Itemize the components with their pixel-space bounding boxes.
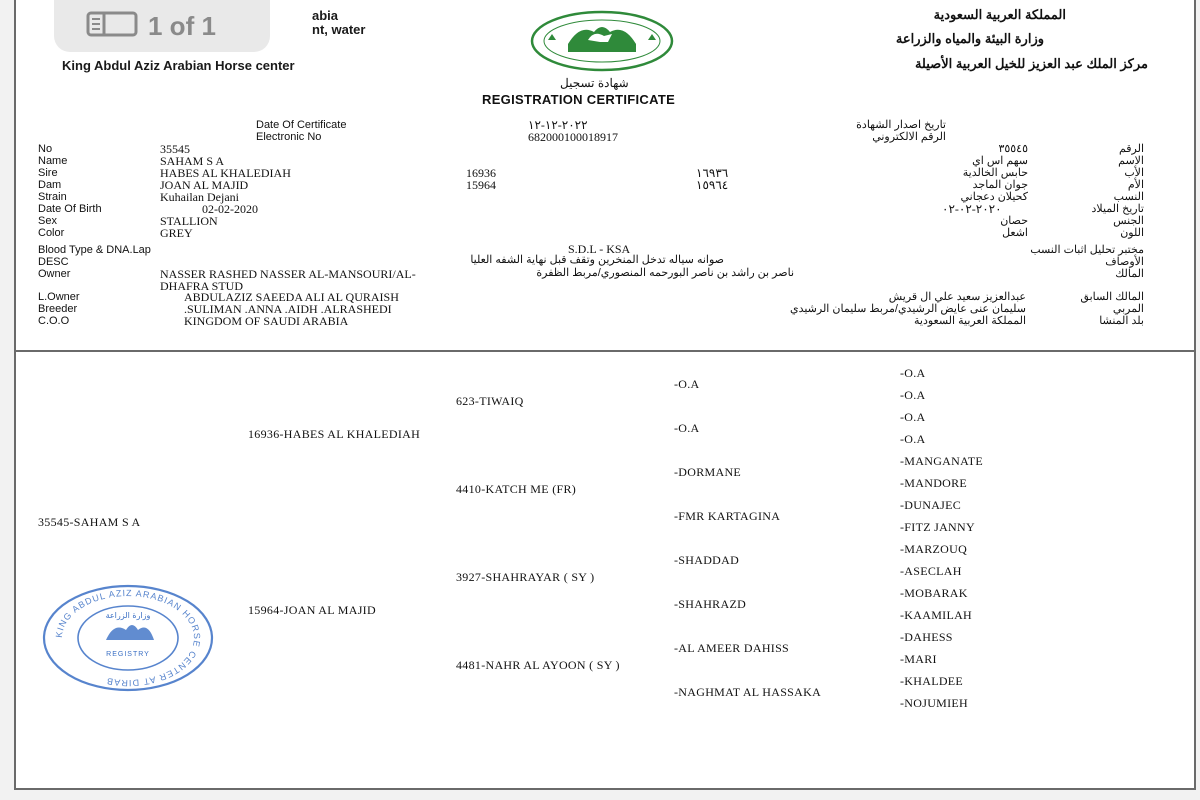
- pedigree-great-great-grandparent: -NOJUMIEH: [900, 696, 969, 710]
- pedigree-great-grandparent: -O.A: [674, 377, 700, 391]
- field-value: 35545: [160, 142, 190, 156]
- pedigree-grandparent: 4481-NAHR AL AYOON ( SY ): [456, 658, 620, 672]
- field-label: Dam: [38, 179, 62, 191]
- field-value: .SULIMAN .ANNA .AIDH .ALRASHEDI: [184, 302, 392, 316]
- blood-type-value: S.D.L - KSA: [568, 242, 631, 256]
- header-ar-line2: وزارة البيئة والمياه والزراعة: [895, 31, 1044, 46]
- field-label: L.Owner: [38, 291, 80, 303]
- field-label: Sex: [38, 215, 57, 227]
- pedigree-great-great-grandparent: -MARI: [900, 652, 937, 666]
- pedigree-great-grandparent: -O.A: [674, 421, 700, 435]
- field-value-ar: ٣٥٥٤٥: [998, 143, 1028, 155]
- pedigree-great-great-grandparent: -O.A: [900, 432, 926, 446]
- field-label-ar: الجنس: [1113, 215, 1144, 227]
- pedigree-great-grandparent: -FMR KARTAGINA: [674, 509, 781, 523]
- owner-label-ar: المالك: [1115, 268, 1144, 280]
- pedigree-sire: 16936-HABES AL KHALEDIAH: [248, 427, 421, 441]
- field-value2-ar: ١٦٩٣٦: [696, 166, 729, 180]
- svg-text:KING ABDUL AZIZ ARABIAN HORSE: KING ABDUL AZIZ ARABIAN HORSE CENTER AT DIRAB: [53, 587, 203, 689]
- pedigree-grandparent: 3927-SHAHRAYAR ( SY ): [456, 570, 595, 584]
- field-value: 02-02-2020: [202, 202, 258, 216]
- title-ar: شهادة تسجيل: [560, 76, 629, 90]
- field-label: Strain: [38, 191, 67, 203]
- title-en: REGISTRATION CERTIFICATE: [482, 92, 676, 107]
- electronic-no-label-ar: الرقم الالكتروني: [872, 131, 946, 143]
- pedigree-great-grandparent: -SHAHRAZD: [674, 597, 747, 611]
- field-value: STALLION: [160, 214, 218, 228]
- field-label-ar: الأب: [1124, 167, 1144, 179]
- electronic-no-label: Electronic No: [256, 131, 322, 143]
- desc-label: DESC: [38, 256, 69, 268]
- pedigree-great-great-grandparent: -MANDORE: [900, 476, 968, 490]
- owner-value-ar: ناصر بن راشد بن ناصر البورحمه المنصوري/مربط الظفرة: [536, 267, 794, 279]
- pedigree-great-great-grandparent: -MANGANATE: [900, 454, 983, 468]
- pedigree-grandparent: 4410-KATCH ME (FR): [456, 482, 577, 496]
- field-label-ar: تاريخ الميلاد: [1091, 203, 1144, 215]
- field-value-ar: المملكة العربية السعودية: [914, 315, 1026, 327]
- pedigree-great-great-grandparent: -O.A: [900, 410, 926, 424]
- page-indicator: [54, 0, 270, 52]
- field-value-ar: سليمان عنى عايض الرشيدي/مربط سليمان الرشيدي: [789, 303, 1026, 315]
- field-value2-ar: ٢٠٢٠-٠٢-٠٢: [942, 202, 1002, 216]
- field-label: No: [38, 143, 53, 155]
- field-label: Color: [38, 227, 65, 239]
- pedigree-great-great-grandparent: -MOBARAK: [900, 586, 968, 600]
- svg-text:REGISTRY: REGISTRY: [106, 651, 150, 658]
- kaahc-logo-icon: [528, 10, 676, 72]
- pedigree-subject: 35545-SAHAM S A: [38, 515, 141, 529]
- field-value: HABES AL KHALEDIAH: [160, 166, 291, 180]
- pedigree-dam: 15964-JOAN AL MAJID: [248, 603, 376, 617]
- pedigree-great-grandparent: -NAGHMAT AL HASSAKA: [674, 685, 822, 699]
- field-label: C.O.O: [38, 315, 70, 327]
- pages-icon: [86, 11, 138, 42]
- field-label-ar: الرقم: [1118, 143, 1144, 155]
- date-of-certificate-label: Date Of Certificate: [256, 119, 347, 131]
- blood-type-label-ar: مختبر تحليل اثبات النسب: [1030, 244, 1144, 256]
- pedigree-great-great-grandparent: -O.A: [900, 366, 926, 380]
- header-en-line2: nt, water: [312, 22, 366, 37]
- field-label-ar: الاسم: [1118, 155, 1144, 167]
- pedigree-great-great-grandparent: -DUNAJEC: [900, 498, 962, 512]
- pedigree-great-great-grandparent: -KAAMILAH: [900, 608, 973, 622]
- field-label: Breeder: [38, 303, 78, 315]
- pedigree-great-great-grandparent: -KHALDEE: [900, 674, 964, 688]
- field-label-ar: المالك السابق: [1080, 291, 1144, 303]
- pedigree-great-grandparent: -SHADDAD: [674, 553, 740, 567]
- field-value: ABDULAZIZ SAEEDA ALI AL QURAISH: [184, 290, 399, 304]
- field-value2: 16936: [466, 166, 496, 180]
- field-value-ar: عبدالعزيز سعيد علي ال قريش: [888, 291, 1026, 303]
- pedigree-great-grandparent: -DORMANE: [674, 465, 742, 479]
- field-value-ar: جوان الماجد: [972, 179, 1028, 191]
- pedigree-great-great-grandparent: -O.A: [900, 388, 926, 402]
- owner-label: Owner: [38, 268, 71, 280]
- date-of-certificate-label-ar: تاريخ اصدار الشهادة: [856, 119, 946, 131]
- field-label: Date Of Birth: [38, 203, 102, 215]
- field-value2-ar: ١٥٩٦٤: [696, 178, 729, 192]
- field-value: KINGDOM OF SAUDI ARABIA: [184, 314, 349, 328]
- field-label-ar: المربي: [1112, 303, 1144, 315]
- field-label: Name: [38, 155, 68, 167]
- blood-type-label: Blood Type & DNA.Lap: [38, 244, 151, 256]
- field-value-ar: حابس الخالدية: [962, 167, 1028, 179]
- desc-value-ar: صوانه سياله تدخل المنخرين وتقف قبل نهاية الشفه العليا: [470, 254, 724, 266]
- field-value: JOAN AL MAJID: [160, 178, 249, 192]
- pedigree-great-great-grandparent: -MARZOUQ: [900, 542, 968, 556]
- desc-label-ar: الأوصاف: [1105, 256, 1144, 268]
- date-of-certificate-value: ٢٠٢٢-١٢-١٢: [528, 118, 588, 132]
- header-en-line1: abia: [312, 8, 339, 23]
- certificate-sheet: [14, 0, 1196, 790]
- svg-text:وزارة الزراعة: وزارة الزراعة: [105, 611, 151, 620]
- owner-value-line2: DHAFRA STUD: [160, 279, 244, 293]
- field-value-ar: كحيلان دعجاني: [960, 191, 1028, 203]
- field-value: GREY: [160, 226, 193, 240]
- owner-value-line1: NASSER RASHED NASSER AL-MANSOURI/AL-: [160, 267, 416, 281]
- field-value-ar: حصان: [1000, 215, 1028, 227]
- pedigree-great-grandparent: -AL AMEER DAHISS: [674, 641, 790, 655]
- section-divider: [16, 350, 1194, 352]
- pedigree-great-great-grandparent: -DAHESS: [900, 630, 953, 644]
- field-label: Sire: [38, 167, 58, 179]
- field-value-ar: اشعل: [1002, 227, 1028, 239]
- pedigree-great-great-grandparent: -ASECLAH: [900, 564, 962, 578]
- electronic-no-value: 682000100018917: [528, 130, 618, 144]
- field-label-ar: اللون: [1120, 227, 1144, 239]
- field-value: SAHAM S A: [160, 154, 225, 168]
- field-value2: 15964: [466, 178, 496, 192]
- page-count: 1 of 1: [148, 10, 216, 41]
- field-label-ar: بلد المنشا: [1099, 315, 1144, 327]
- field-value: Kuhailan Dejani: [160, 190, 239, 204]
- header-en-line3: King Abdul Aziz Arabian Horse center: [62, 58, 295, 73]
- field-label-ar: النسب: [1113, 191, 1144, 203]
- header-ar-line1: المملكة العربية السعودية: [933, 7, 1066, 22]
- pedigree-great-great-grandparent: -FITZ JANNY: [900, 520, 975, 534]
- header-ar-line3: مركز الملك عبد العزيز للخيل العربية الأصيلة: [914, 56, 1148, 71]
- registry-stamp-icon: [40, 582, 216, 694]
- field-label-ar: الأم: [1127, 179, 1144, 191]
- field-value-ar: سهم اس اي: [972, 155, 1028, 167]
- pedigree-grandparent: 623-TIWAIQ: [456, 394, 524, 408]
